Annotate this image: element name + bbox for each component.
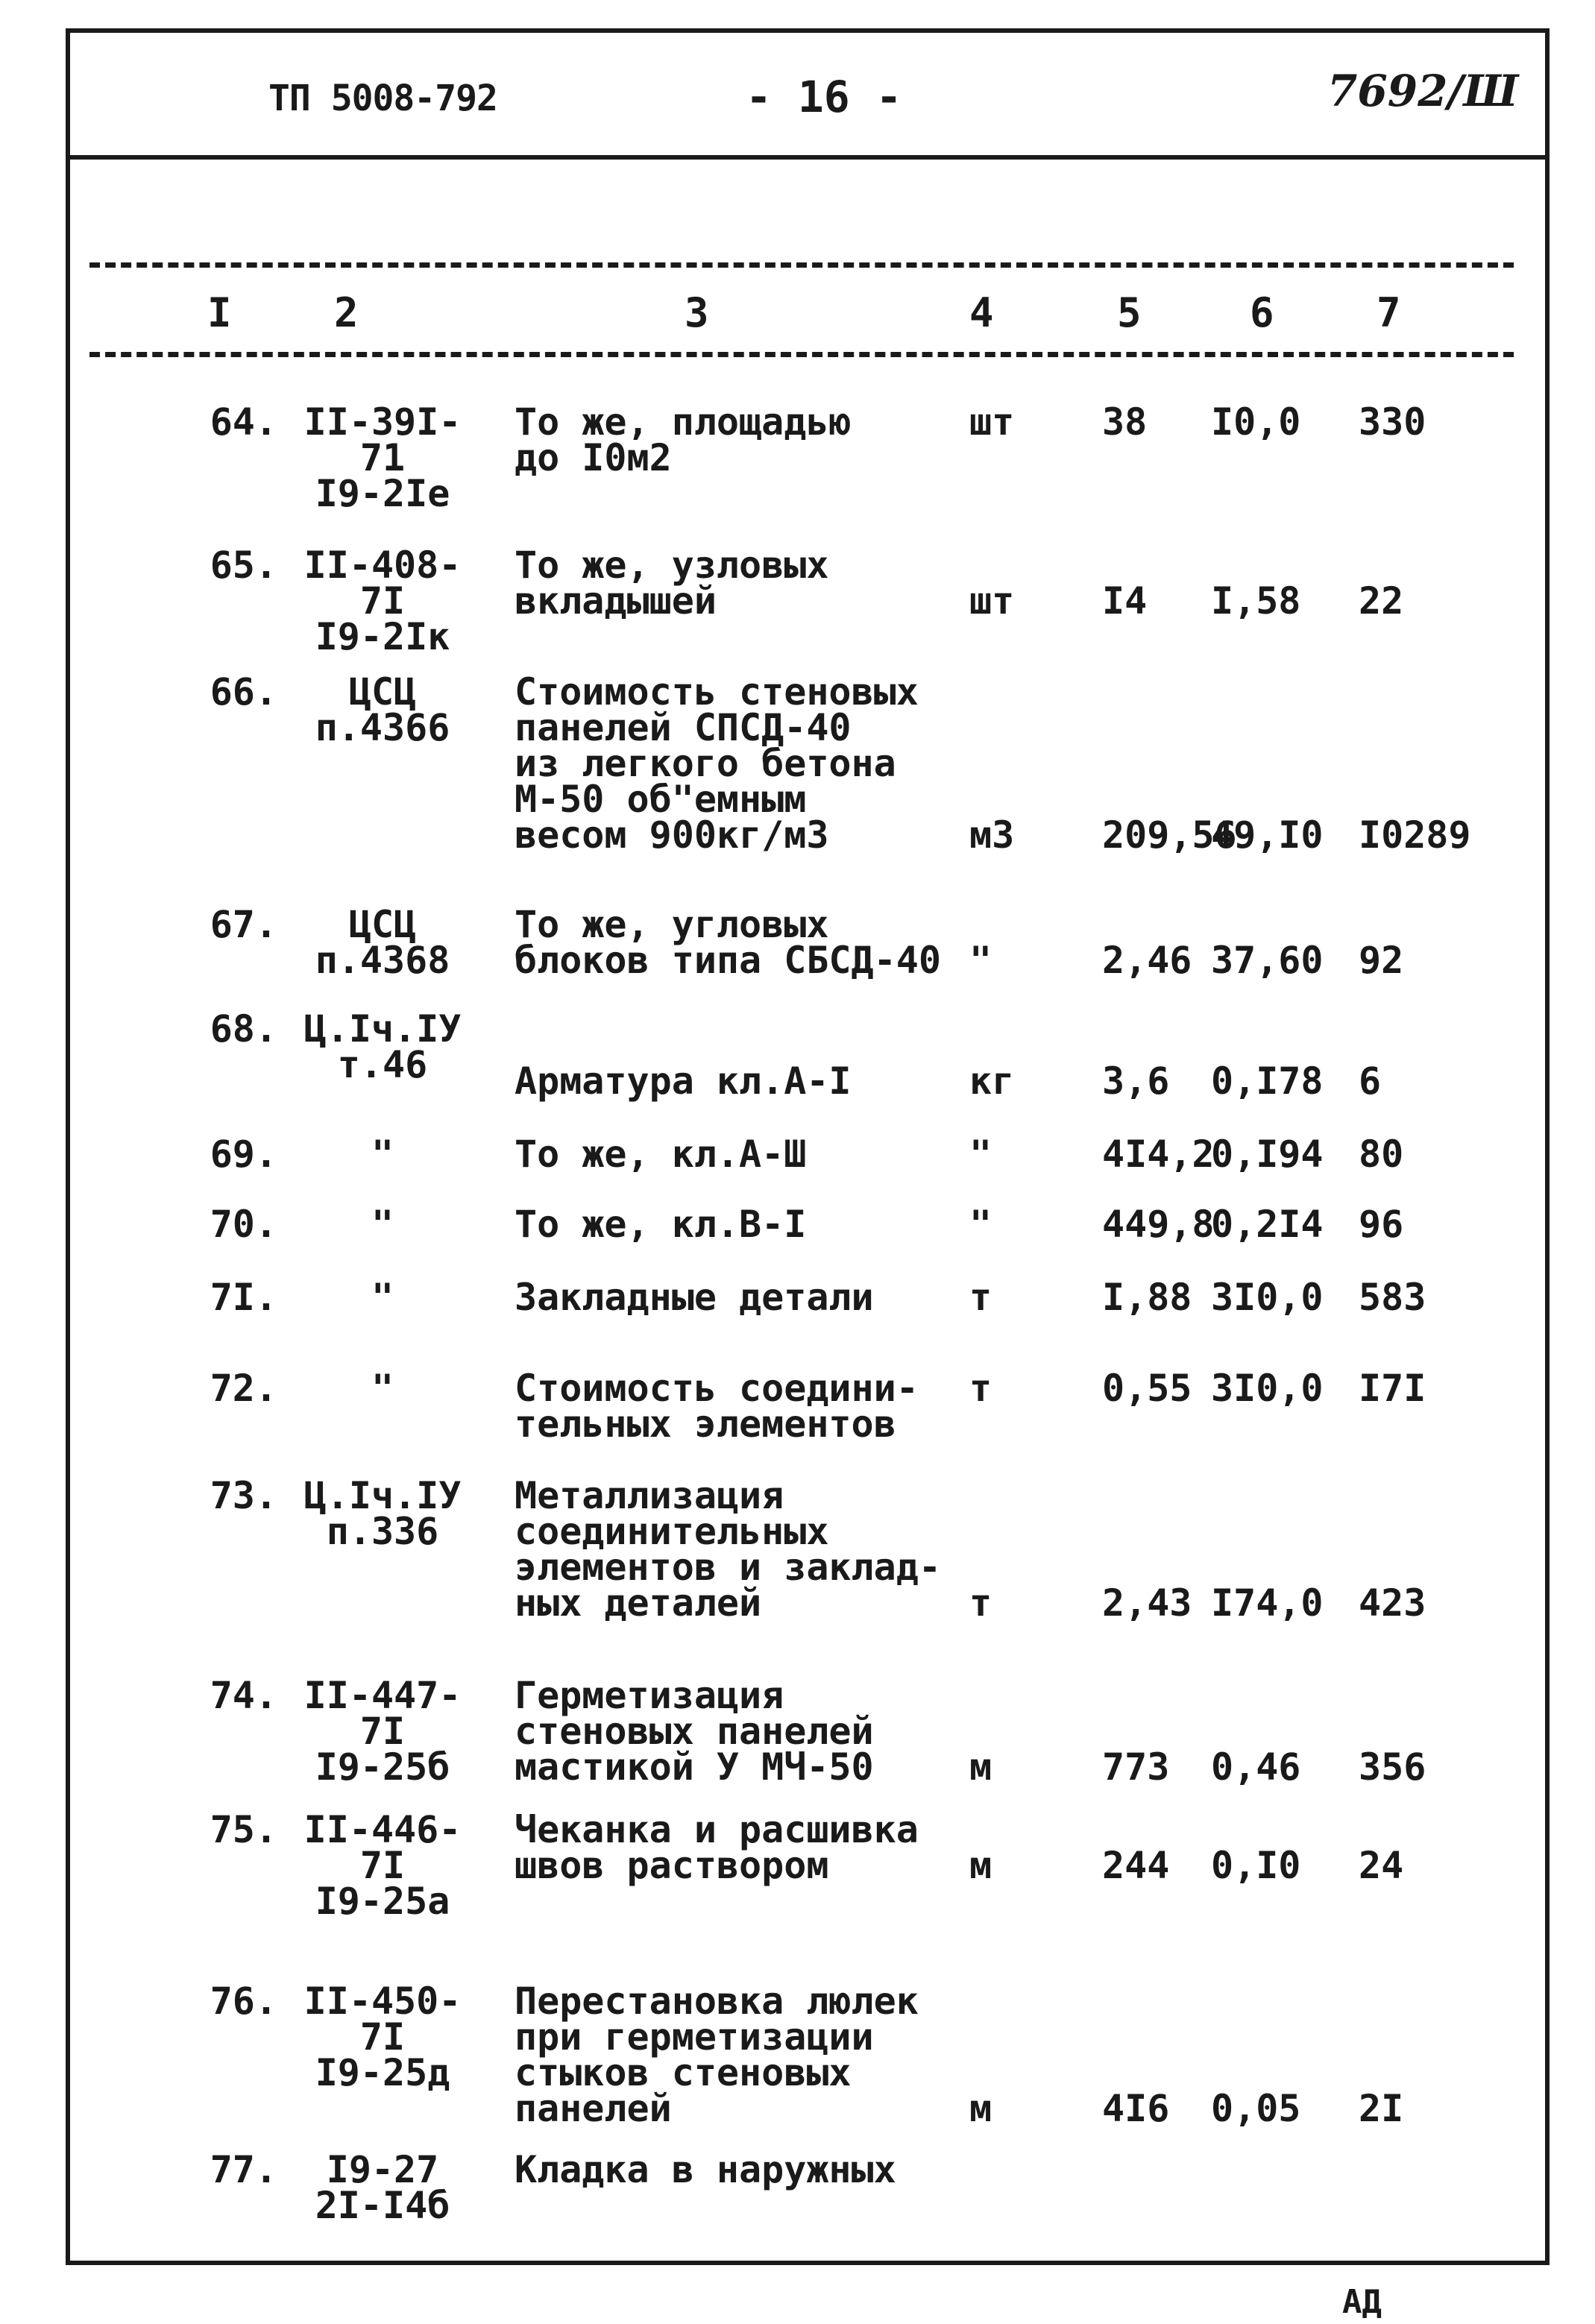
row-unit: шт bbox=[969, 400, 1015, 444]
row-unit: т bbox=[969, 1276, 992, 1319]
row-number: 76. bbox=[210, 1980, 277, 2023]
row-number: 66. bbox=[210, 670, 277, 714]
row-unit-price: 3I0,0 bbox=[1211, 1276, 1324, 1319]
row-description: Закладные детали bbox=[515, 1276, 874, 1319]
column-number-1: I bbox=[207, 289, 232, 336]
row-quantity: 4I6 bbox=[1102, 2087, 1170, 2130]
row-unit-price: 0,I78 bbox=[1211, 1059, 1324, 1103]
row-total: 22 bbox=[1359, 579, 1404, 623]
row-unit: " bbox=[969, 939, 992, 982]
row-reference: II-447- 7I I9-25б bbox=[303, 1674, 462, 1789]
row-reference: Ц.Iч.IУ т.46 bbox=[303, 1007, 462, 1086]
row-description: Металлизация соединительных элементов и заклад- ных деталей bbox=[515, 1474, 941, 1625]
sheet-number: 7692/Ш bbox=[1327, 66, 1519, 116]
row-number: 73. bbox=[210, 1474, 277, 1517]
table-dashed-rule-bottom bbox=[89, 352, 1514, 357]
row-quantity: I,88 bbox=[1102, 1276, 1192, 1319]
row-unit: м bbox=[969, 1844, 992, 1887]
column-number-5: 5 bbox=[1117, 289, 1142, 336]
row-quantity: 773 bbox=[1102, 1745, 1170, 1789]
page-number: - 16 - bbox=[746, 72, 902, 122]
row-unit-price: 0,I0 bbox=[1211, 1844, 1301, 1887]
row-number: 68. bbox=[210, 1007, 277, 1051]
row-description: Кладка в наружных bbox=[515, 2148, 896, 2191]
row-unit-price: I0,0 bbox=[1211, 400, 1301, 444]
row-total: 80 bbox=[1359, 1133, 1404, 1176]
row-reference: II-450- 7I I9-25д bbox=[303, 1980, 462, 2094]
row-number: 77. bbox=[210, 2148, 277, 2191]
row-description: Герметизация стеновых панелей мастикой У МЧ-50 bbox=[515, 1674, 874, 1789]
row-unit: м3 bbox=[969, 813, 1015, 857]
row-quantity: 209,56 bbox=[1102, 813, 1237, 857]
column-number-7: 7 bbox=[1377, 289, 1401, 336]
row-total: 356 bbox=[1359, 1745, 1426, 1789]
row-reference: I9-27 2I-I4б bbox=[315, 2148, 450, 2227]
row-unit: м bbox=[969, 2087, 992, 2130]
row-total: 96 bbox=[1359, 1203, 1404, 1246]
row-unit: шт bbox=[969, 579, 1015, 623]
row-unit-price: 0,I94 bbox=[1211, 1133, 1324, 1176]
row-reference: ЦСЦ п.4368 bbox=[315, 903, 450, 982]
row-number: 69. bbox=[210, 1133, 277, 1176]
row-total: 583 bbox=[1359, 1276, 1426, 1319]
row-reference: " bbox=[371, 1276, 394, 1319]
column-number-6: 6 bbox=[1250, 289, 1274, 336]
row-quantity: 0,55 bbox=[1102, 1367, 1192, 1410]
row-total: 6 bbox=[1359, 1059, 1382, 1103]
row-quantity: 449,8 bbox=[1102, 1203, 1215, 1246]
row-reference: " bbox=[371, 1203, 394, 1246]
row-unit-price: I,58 bbox=[1211, 579, 1301, 623]
row-description: Чеканка и расшивка швов раствором bbox=[515, 1808, 919, 1887]
row-unit-price: 0,2I4 bbox=[1211, 1203, 1324, 1246]
row-reference: Ц.Iч.IУ п.336 bbox=[303, 1474, 462, 1553]
row-unit-price: 0,05 bbox=[1211, 2087, 1301, 2130]
row-total: 423 bbox=[1359, 1581, 1426, 1625]
row-quantity: 244 bbox=[1102, 1844, 1170, 1887]
row-description: Стоимость соедини- тельных элементов bbox=[515, 1367, 919, 1446]
row-quantity: 3,6 bbox=[1102, 1059, 1170, 1103]
row-reference: II-446- 7I I9-25а bbox=[303, 1808, 462, 1923]
row-unit: кг bbox=[969, 1059, 1015, 1103]
row-reference: " bbox=[371, 1133, 394, 1176]
row-description: Арматура кл.А-I bbox=[515, 1059, 852, 1103]
row-number: 70. bbox=[210, 1203, 277, 1246]
row-reference: " bbox=[371, 1367, 394, 1410]
row-unit-price: 49,I0 bbox=[1211, 813, 1324, 857]
row-description: То же, площадью до I0м2 bbox=[515, 400, 852, 479]
row-unit: т bbox=[969, 1581, 992, 1625]
row-unit-price: I74,0 bbox=[1211, 1581, 1324, 1625]
row-unit-price: 3I0,0 bbox=[1211, 1367, 1324, 1410]
footer-mark: АД bbox=[1342, 2283, 1382, 2321]
row-total: 24 bbox=[1359, 1844, 1404, 1887]
row-total: I0289 bbox=[1359, 813, 1471, 857]
row-description: То же, кл.В-I bbox=[515, 1203, 807, 1246]
row-number: 7I. bbox=[210, 1276, 277, 1319]
row-description: То же, узловых вкладышей bbox=[515, 544, 829, 623]
row-unit-price: 37,60 bbox=[1211, 939, 1324, 982]
row-description: То же, кл.А-Ш bbox=[515, 1133, 807, 1176]
row-unit: " bbox=[969, 1133, 992, 1176]
row-quantity: I4 bbox=[1102, 579, 1148, 623]
row-number: 65. bbox=[210, 544, 277, 587]
row-total: 330 bbox=[1359, 400, 1426, 444]
column-number-4: 4 bbox=[969, 289, 994, 336]
row-description: Стоимость стеновых панелей СПСД-40 из легкого бетона М-50 об"емным весом 900кг/м3 bbox=[515, 670, 919, 857]
row-number: 74. bbox=[210, 1674, 277, 1717]
row-total: I7I bbox=[1359, 1367, 1426, 1410]
row-unit: " bbox=[969, 1203, 992, 1246]
table-dashed-rule-top bbox=[89, 262, 1514, 268]
row-unit-price: 0,46 bbox=[1211, 1745, 1301, 1789]
row-quantity: 2,43 bbox=[1102, 1581, 1192, 1625]
row-quantity: 38 bbox=[1102, 400, 1148, 444]
row-number: 67. bbox=[210, 903, 277, 946]
row-number: 64. bbox=[210, 400, 277, 444]
row-unit: т bbox=[969, 1367, 992, 1410]
row-total: 2I bbox=[1359, 2087, 1404, 2130]
row-number: 72. bbox=[210, 1367, 277, 1410]
row-quantity: 4I4,2 bbox=[1102, 1133, 1215, 1176]
column-number-2: 2 bbox=[334, 289, 359, 336]
row-number: 75. bbox=[210, 1808, 277, 1851]
row-quantity: 2,46 bbox=[1102, 939, 1192, 982]
row-total: 92 bbox=[1359, 939, 1404, 982]
document-code: ТП 5008-792 bbox=[268, 78, 497, 119]
header-divider bbox=[66, 155, 1550, 160]
row-description: Перестановка люлек при герметизации стыков стеновых панелей bbox=[515, 1980, 919, 2130]
row-reference: II-39I- 71 I9-2Iе bbox=[303, 400, 462, 515]
page-frame bbox=[66, 28, 1550, 2265]
row-reference: ЦСЦ п.4366 bbox=[315, 670, 450, 749]
column-number-3: 3 bbox=[685, 289, 709, 336]
row-unit: м bbox=[969, 1745, 992, 1789]
row-reference: II-408- 7I I9-2Iк bbox=[303, 544, 462, 658]
row-description: То же, угловых блоков типа СБСД-40 bbox=[515, 903, 941, 982]
